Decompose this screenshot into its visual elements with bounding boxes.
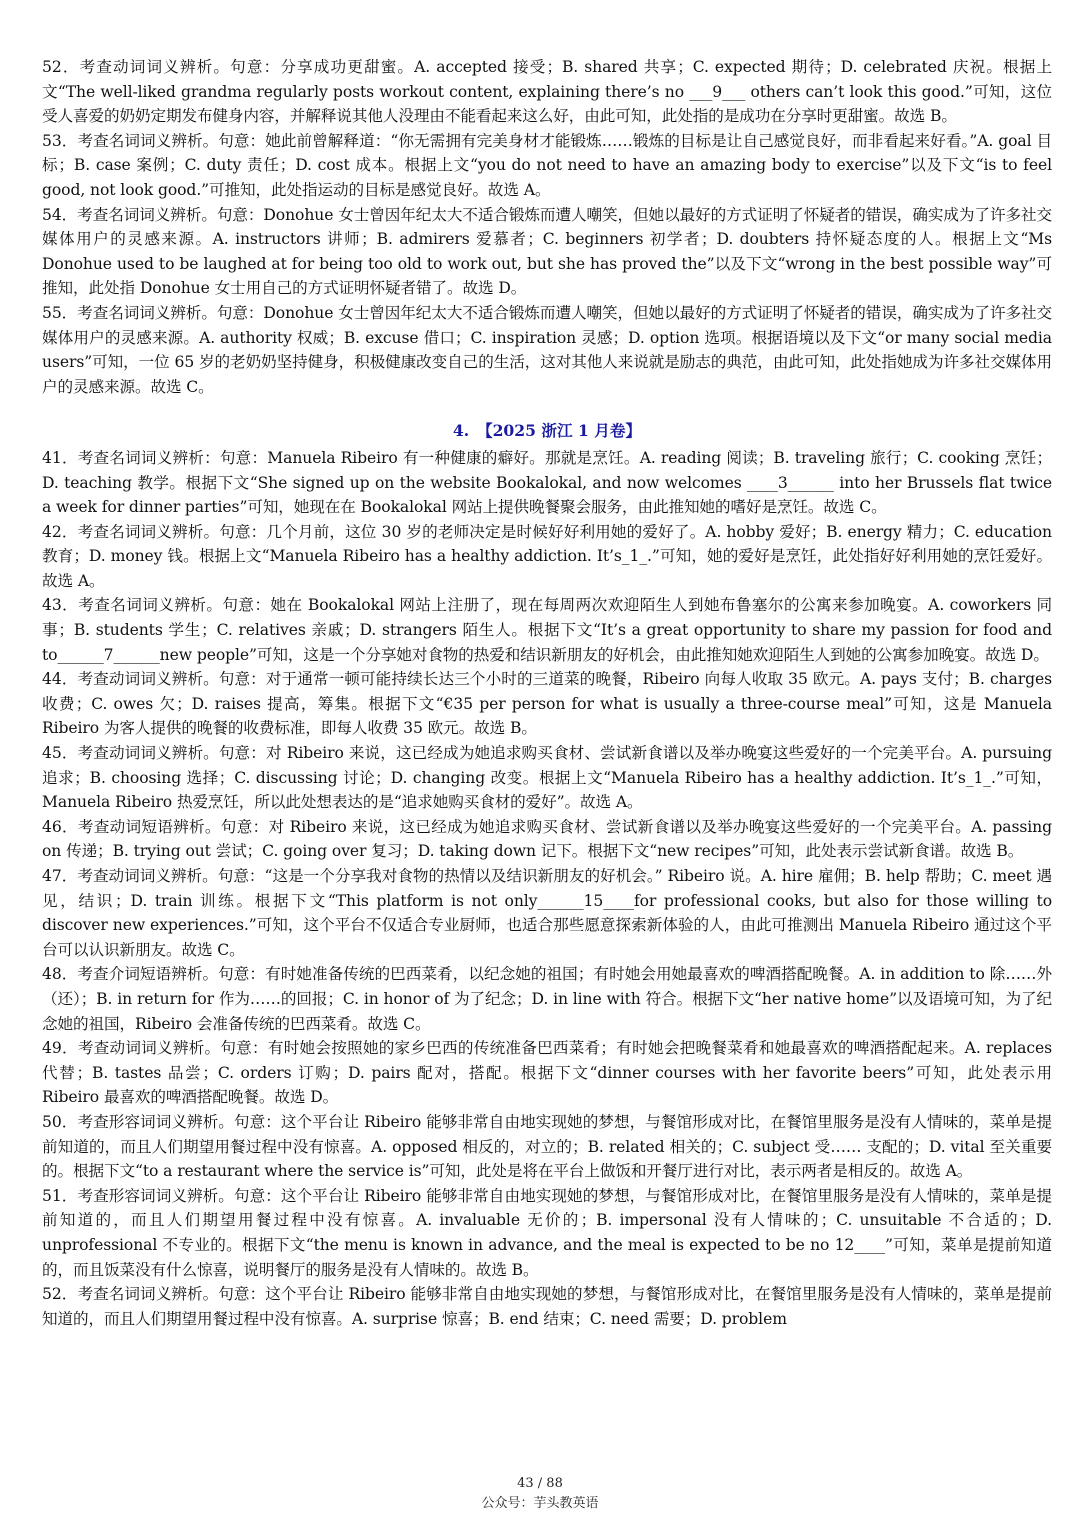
answer-explanation: 48．考查介词短语辨析。句意：有时她准备传统的巴西菜肴，以纪念她的祖国；有时她会用她最喜欢的啤酒搭配晚餐。A. in addition to 除……外（还）；B. in return for 作为……的回报；C. in honor of 为了纪念；D. in line with 符合。根据下文“her native home”以及语境可知，为了纪念她的祖国，Ribeiro 会准备传统的巴西菜肴。故选 C。: [42, 965, 1052, 1033]
answer-list-top: [42, 55, 1052, 399]
footer-source: 公众号：芋头教英语: [481, 1496, 599, 1511]
section-heading: 4. 【2025 浙江 1 月卷】: [452, 421, 642, 441]
answer-explanation: 54．考查名词词义辨析。句意：Donohue 女士曾因年纪太大不适合锻炼而遭人嘲笑，但她以最好的方式证明了怀疑者的错误，确实成为了许多社交媒体用户的灵感来源。A. instructors 讲师；B. admirers 爱慕者；C. beginners 初学者；D. doubters 持怀疑态度的人。根据上文“Ms Donohue used to be laughed at for being too old to work out, but she has proved the”以及下文“wrong in the best possible way”可推知，此处指 Donohue 女士用自己的方式证明怀疑者错了。故选 D。: [42, 205, 1052, 298]
answer-explanation: 44．考查动词词义辨析。句意：对于通常一顿可能持续长达三个小时的三道菜的晚餐，Ribeiro 向每人收取 35 欧元。A. pays 支付；B. charges 收费；C. owes 欠；D. raises 提高，筹集。根据下文“€35 per person for what is usually a three-course meal”可知，这是 Manuela Ribeiro 为客人提供的晚餐的收费标准，即每人收费 35 欧元。故选 B。: [42, 670, 1052, 738]
answer-explanation: 50．考查形容词词义辨析。句意：这个平台让 Ribeiro 能够非常自由地实现她的梦想，与餐馆形成对比，在餐馆里服务是没有人情味的，菜单是提前知道的，而且人们期望用餐过程中没有惊喜。A. opposed 相反的，对立的；B. related 相关的；C. subject 受…… 支配的；D. vital 至关重要的。根据下文“to a restaurant where the service is”可知，此处是将在平台上做饭和开餐厅进行对比，表示两者是相反的。故选 A。: [42, 1112, 1052, 1181]
answer-explanation: 52．考查动词词义辨析。句意：分享成功更甜蜜。A. accepted 接受；B. shared 共享；C. expected 期待；D. celebrated 庆祝。根据上文“The well-liked grandma regularly posts workout content, explaining there’s no ___9___ others can’t look this good.”可知，这位受人喜爱的奶奶定期发布健身内容，并解释说其他人没理由不能看起来这么好，由此可知，此处指的是成功在分享时更甜蜜。故选 B。: [42, 58, 1052, 126]
answer-explanation: 51．考查形容词词义辨析。句意：这个平台让 Ribeiro 能够非常自由地实现她的梦想，与餐馆形成对比，在餐馆里服务是没有人情味的，菜单是提前知道的，而且人们期望用餐过程中没有惊喜。A. invaluable 无价的；B. impersonal 没有人情味的；C. unsuitable 不合适的；D. unprofessional 不专业的。根据下文“the menu is known in advance, and the meal is expected to be no 12____”可知，菜单是提前知道的，而且饭菜没有什么惊喜，说明餐厅的服务是没有人情味的。故选 B。: [42, 1186, 1052, 1279]
answer-explanation: 53．考查名词词义辨析。句意：她此前曾解释道：“你无需拥有完美身材才能锻炼……锻炼的目标是让自己感觉良好，而非看起来好看。”A. goal 目标；B. case 案例；C. duty 责任；D. cost 成本。根据上文“you do not need to have an amazing body to exercise”以及下文“is to feel good, not look good.”可推知，此处指运动的目标是感觉良好。故选 A。: [42, 131, 1052, 199]
answer-explanation: 43．考查名词词义辨析。句意：她在 Bookalokal 网站上注册了，现在每周两次欢迎陌生人到她布鲁塞尔的公寓来参加晚宴。A. coworkers 同事；B. students 学生；C. relatives 亲戚；D. strangers 陌生人。根据下文“It’s a great opportunity to share my passion for food and to______7______new people”可知，这是一个分享她对食物的热爱和结识新朋友的好机会，由此推知她欢迎陌生人到她的公寓参加晚宴。故选 D。: [42, 596, 1052, 664]
answer-list-bottom: [42, 446, 1052, 1331]
answer-explanation: 47．考查动词词义辨析。句意：“这是一个分享我对食物的热情以及结识新朋友的好机会。” Ribeiro 说。A. hire 雇佣；B. help 帮助；C. meet 遇见，结识；D. train 训练。根据下文“This platform is not only______15____for professional cooks, but also for those willing to discover new experiences.”可知，这个平台不仅适合专业厨师，也适合那些愿意探索新体验的人，由此可推测出 Manuela Ribeiro 通过这个平台可以认识新朋友。故选 C。: [42, 867, 1052, 959]
answer-explanation: 45．考查动词词义辨析。句意：对 Ribeiro 来说，这已经成为她追求购买食材、尝试新食谱以及举办晚宴这些爱好的一个完美平台。A. pursuing 追求；B. choosing 选择；C. discussing 讨论；D. changing 改变。根据上文“Manuela Ribeiro has a healthy addiction. It’s_1_.”可知，Manuela Ribeiro 热爱烹饪，所以此处想表达的是“追求她购买食材的爱好”。故选 A。: [42, 744, 1052, 812]
answer-explanation: 49．考查动词词义辨析。句意：有时她会按照她的家乡巴西的传统准备巴西菜肴；有时她会把晚餐菜肴和她最喜欢的啤酒搭配起来。A. replaces 代替；B. tastes 品尝；C. orders 订购；D. pairs 配对，搭配。根据下文“dinner courses with her favorite beers”可知，此处表示用 Ribeiro 最喜欢的啤酒搭配晚餐。故选 D。: [42, 1039, 1052, 1107]
answer-explanation: 42．考查名词词义辨析。句意：几个月前，这位 30 岁的老师决定是时候好好利用她的爱好了。A. hobby 爱好；B. energy 精力；C. education 教育；D. money 钱。根据上文“Manuela Ribeiro has a healthy addiction. It’s_1_.”可知，她的爱好是烹饪，此处指好好利用她的烹饪爱好。故选 A。: [42, 522, 1052, 590]
answer-explanation: 55．考查名词词义辨析。句意：Donohue 女士曾因年纪太大不适合锻炼而遭人嘲笑，但她以最好的方式证明了怀疑者的错误，确实成为了许多社交媒体用户的灵感来源。A. authority 权威；B. excuse 借口；C. inspiration 灵感；D. option 选项。根据语境以及下文“or many social media users”可知，一位 65 岁的老奶奶坚持健身，积极健康改变自己的生活，这对其他人来说就是励志的典范，由此可知，此处指她成为许多社交媒体用户的灵感来源。故选 C。: [42, 303, 1052, 396]
answer-explanation: 46．考查动词短语辨析。句意：对 Ribeiro 来说，这已经成为她追求购买食材、尝试新食谱以及举办晚宴这些爱好的一个完美平台。A. passing on 传递；B. trying out 尝试；C. going over 复习；D. taking down 记下。根据下文“new recipes”可知，此处表示尝试新食谱。故选 B。: [42, 817, 1052, 861]
answer-explanation: 52．考查名词词义辨析。句意：这个平台让 Ribeiro 能够非常自由地实现她的梦想，与餐馆形成对比，在餐馆里服务是没有人情味的，菜单是提前知道的，而且人们期望用餐过程中没有惊喜。A. surprise 惊喜；B. end 结束；C. need 需要；D. problem: [42, 1285, 1052, 1328]
answer-explanation: 41．考查名词词义辨析：句意：Manuela Ribeiro 有一种健康的癖好。那就是烹饪。A. reading 阅读；B. traveling 旅行；C. cooking 烹饪；D. teaching 教学。根据下文“She signed up on the website Bookalokal, and now welcomes ____3______ into her Brussels flat twice a week for dinner parties”可知，她现在在 Bookalokal 网站上提供晚餐聚会服务，由此推知她的嗜好是烹饪。故选 C。: [42, 448, 1052, 517]
page-number: 43 / 88: [517, 1476, 563, 1491]
